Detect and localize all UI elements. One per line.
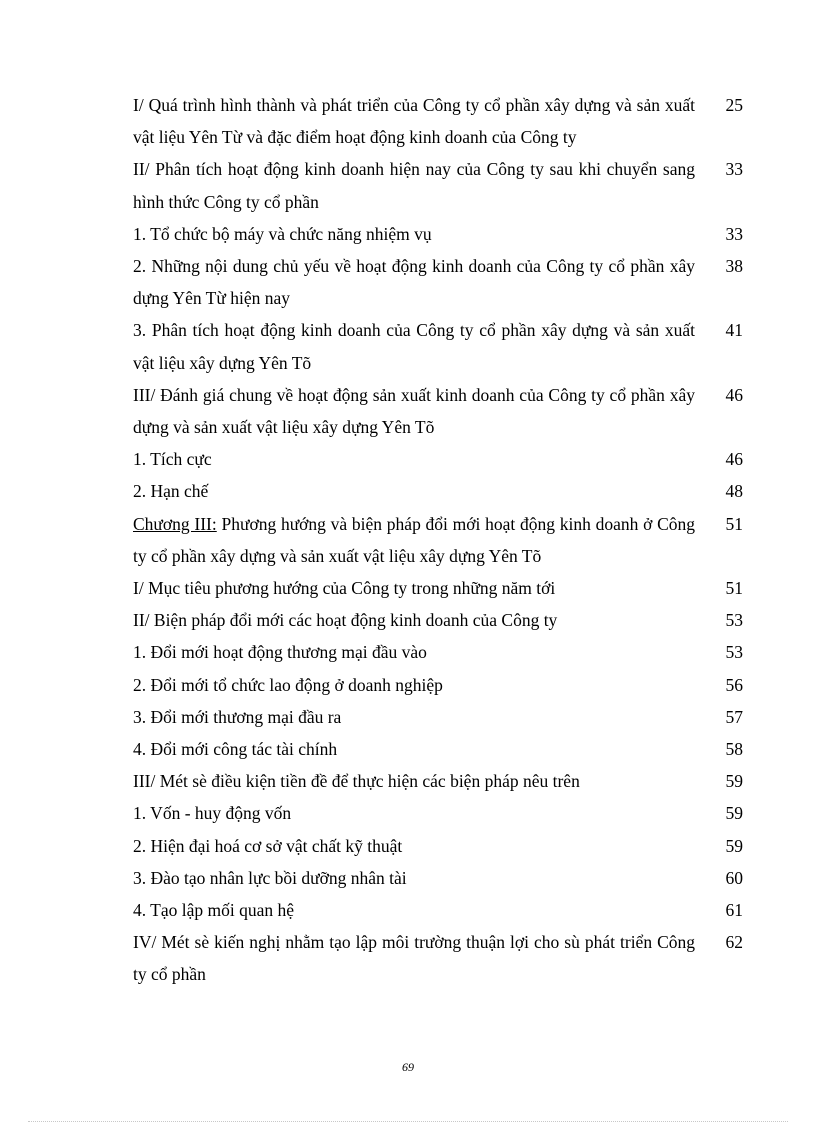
- toc-entry-title: I/ Quá trình hình thành và phát triển của Công ty cổ phần xây dựng và sản xuất vật liệu Yên Từ và đặc điểm hoạt động kinh doanh của Công ty: [133, 95, 695, 148]
- chapter-title: Phương hướng và biện pháp đổi mới hoạt động kinh doanh ở Công ty cổ phần xây dựng và sản xuất vật liệu xây dựng Yên Tõ: [133, 513, 695, 566]
- toc-entry-title: 2. Hạn chế: [133, 481, 209, 502]
- toc-entry: [133, 443, 743, 475]
- toc-entry: [133, 733, 743, 765]
- toc-entry: [133, 765, 743, 797]
- table-of-contents: [133, 89, 743, 991]
- toc-entry-title: 2. Đổi mới tổ chức lao động ở doanh nghiệp: [133, 674, 443, 695]
- toc-entry-page: 51: [725, 513, 743, 534]
- page-number: 69: [402, 1060, 414, 1074]
- toc-entry-title: I/ Mục tiêu phương hướng của Công ty trong những năm tới: [133, 578, 556, 599]
- toc-entry-page: 59: [725, 771, 743, 792]
- toc-entry-page: 33: [725, 159, 743, 180]
- toc-entry-chapter: [133, 508, 743, 572]
- toc-entry-page: 53: [725, 642, 743, 663]
- toc-entry-title: 3. Phân tích hoạt động kinh doanh của Công ty cổ phần xây dựng và sản xuất vật liệu xây dựng Yên Tõ: [133, 320, 695, 373]
- toc-entry-page: 62: [725, 932, 743, 953]
- toc-entry-page: 46: [725, 384, 743, 405]
- toc-entry-title: [133, 508, 695, 572]
- toc-entry: [133, 379, 743, 443]
- toc-entry-title: IV/ Mét sè kiến nghị nhằm tạo lập môi trường thuận lợi cho sù phát triển Công ty cổ phần: [133, 932, 695, 985]
- toc-entry: [133, 153, 743, 217]
- toc-entry: [133, 894, 743, 926]
- toc-entry-title: 2. Hiện đại hoá cơ sở vật chất kỹ thuật: [133, 835, 403, 856]
- toc-entry-title: 1. Tổ chức bộ máy và chức năng nhiệm vụ: [133, 223, 432, 244]
- toc-entry-page: 53: [725, 610, 743, 631]
- footer-divider: [28, 1121, 788, 1122]
- toc-entry: [133, 830, 743, 862]
- toc-entry-page: 33: [725, 223, 743, 244]
- toc-entry-title: 3. Đổi mới thương mại đầu ra: [133, 706, 342, 727]
- toc-entry-title: II/ Phân tích hoạt động kinh doanh hiện nay của Công ty sau khi chuyển sang hình thức Công ty cổ phần: [133, 159, 695, 212]
- toc-entry: [133, 701, 743, 733]
- toc-entry-title: 4. Tạo lập mối quan hệ: [133, 900, 295, 921]
- toc-entry: [133, 669, 743, 701]
- toc-entry-title: 3. Đào tạo nhân lực bồi dưỡng nhân tài: [133, 867, 407, 888]
- toc-entry-page: 59: [725, 835, 743, 856]
- toc-entry-page: 59: [725, 803, 743, 824]
- toc-entry: [133, 862, 743, 894]
- toc-entry-page: 25: [725, 95, 743, 115]
- toc-entry-page: 56: [725, 674, 743, 695]
- toc-entry: [133, 636, 743, 668]
- toc-entry-title: 2. Những nội dung chủ yếu về hoạt động kinh doanh của Công ty cổ phần xây dựng Yên Từ hiện nay: [133, 256, 695, 309]
- toc-entry-title: III/ Mét sè điều kiện tiền đề để thực hiện các biện pháp nêu trên: [133, 771, 580, 792]
- toc-entry: [133, 604, 743, 636]
- chapter-label: Chương III:: [133, 513, 217, 534]
- toc-entry-page: 46: [725, 449, 743, 470]
- toc-entry-title: 4. Đổi mới công tác tài chính: [133, 739, 338, 760]
- toc-entry: [133, 89, 743, 153]
- toc-entry-title: 1. Đổi mới hoạt động thương mại đầu vào: [133, 642, 427, 663]
- toc-entry: [133, 926, 743, 990]
- toc-entry: [133, 797, 743, 829]
- toc-entry-page: 48: [725, 481, 743, 502]
- toc-entry-page: 58: [725, 739, 743, 760]
- toc-entry: [133, 218, 743, 250]
- toc-entry-page: 38: [725, 256, 743, 277]
- toc-entry: [133, 314, 743, 378]
- toc-entry-page: 51: [725, 578, 743, 599]
- toc-entry: [133, 250, 743, 314]
- toc-entry-title: II/ Biện pháp đổi mới các hoạt động kinh doanh của Công ty: [133, 610, 558, 631]
- toc-entry-page: 57: [725, 706, 743, 727]
- toc-entry-title: III/ Đánh giá chung về hoạt động sản xuất kinh doanh của Công ty cổ phần xây dựng và sản xuất vật liệu xây dựng Yên Tõ: [133, 384, 695, 438]
- toc-entry: [133, 475, 743, 507]
- toc-entry: [133, 572, 743, 604]
- toc-entry-title: 1. Tích cực: [133, 449, 212, 470]
- toc-entry-page: 41: [725, 320, 743, 341]
- toc-entry-title: 1. Vốn - huy động vốn: [133, 803, 292, 824]
- toc-entry-page: 60: [725, 867, 743, 888]
- toc-entry-page: 61: [725, 900, 743, 921]
